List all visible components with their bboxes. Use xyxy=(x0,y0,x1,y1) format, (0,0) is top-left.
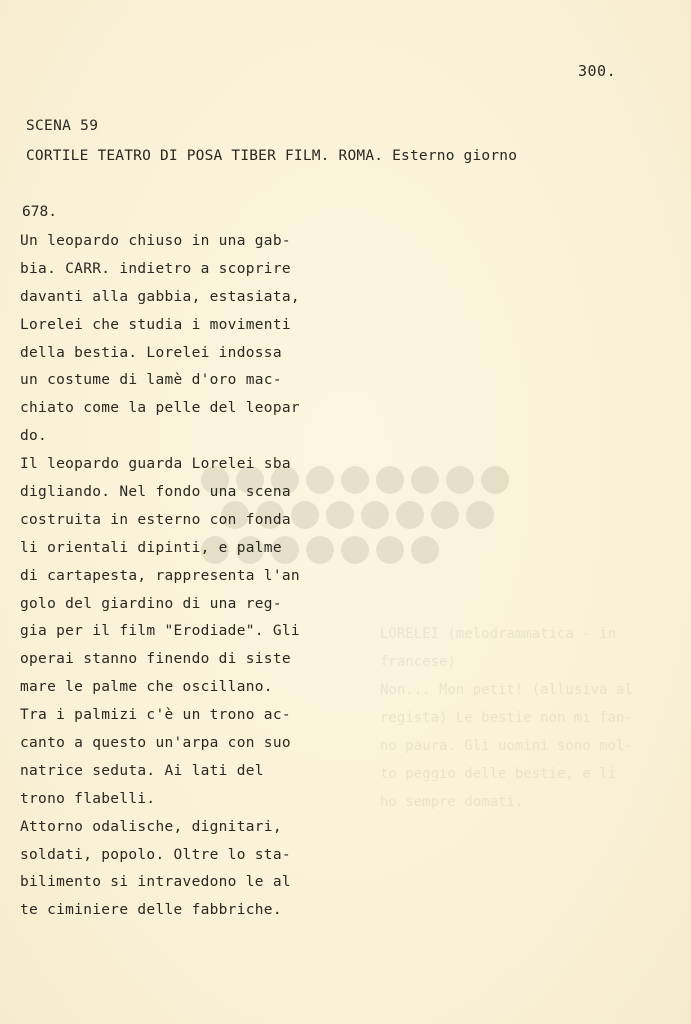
action-line: di cartapesta, rappresenta l'an xyxy=(20,567,300,584)
action-description xyxy=(20,228,350,925)
action-line: Lorelei che studia i movimenti xyxy=(20,316,291,333)
action-line: trono flabelli. xyxy=(20,790,156,807)
action-line: costruita in esterno con fonda xyxy=(20,511,291,528)
action-line: golo del giardino di una reg- xyxy=(20,595,282,612)
action-line: Tra i palmizi c'è un trono ac- xyxy=(20,707,291,724)
action-line: un costume di lamè d'oro mac- xyxy=(20,372,282,389)
action-line: canto a questo un'arpa con suo xyxy=(20,735,291,752)
location-line: CORTILE TEATRO DI POSA TIBER FILM. ROMA. Esterno giorno xyxy=(26,148,518,164)
action-line: Un leopardo chiuso in una gab- xyxy=(20,233,291,249)
action-line: bilimento si intravedono le al xyxy=(20,874,291,891)
action-line: operai stanno finendo di siste xyxy=(20,651,291,668)
action-line: gia per il film "Erodiade". Gli xyxy=(20,623,300,640)
page-number: 300. xyxy=(578,62,617,80)
action-line: te ciminiere delle fabbriche. xyxy=(20,902,282,919)
action-line: mare le palme che oscillano. xyxy=(20,679,273,696)
action-line: della bestia. Lorelei indossa xyxy=(20,344,282,361)
scene-heading: SCENA 59 xyxy=(26,118,99,134)
action-line: bia. CARR. indietro a scoprire xyxy=(20,260,291,277)
action-line: soldati, popolo. Oltre lo sta- xyxy=(20,846,291,863)
action-line: Attorno odalische, dignitari, xyxy=(20,818,282,835)
action-line: digliando. Nel fondo una scena xyxy=(20,484,291,501)
shot-number: 678. xyxy=(22,204,57,220)
action-line: li orientali dipinti, e palme xyxy=(20,539,282,556)
bleed-through-text: LORELEI (melodrammatica - in francese) Non... Mon petit! (allusiva al regista) Le bestie non mi fan- no paura. Gli uomini sono mol- to peggio delle bestie, e li ho sempre domati. xyxy=(380,626,633,810)
action-line: Il leopardo guarda Lorelei sba xyxy=(20,456,291,473)
action-line: do. xyxy=(20,428,48,445)
action-line: davanti alla gabbia, estasiata, xyxy=(20,288,300,305)
action-line: chiato come la pelle del leopar xyxy=(20,400,300,417)
action-line: natrice seduta. Ai lati del xyxy=(20,762,264,779)
